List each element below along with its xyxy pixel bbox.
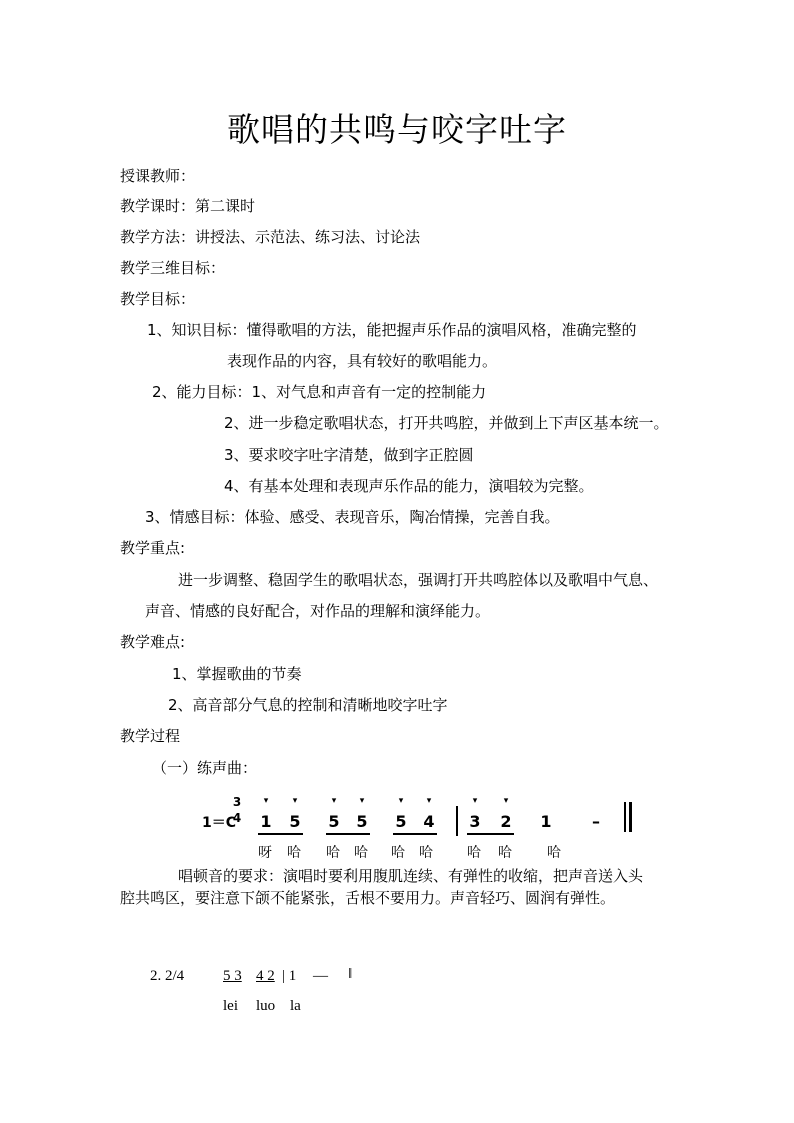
- staccato-mark: ▾: [292, 796, 298, 806]
- difficulty-item-2: 2、高音部分气息的控制和清晰地咬字吐字: [168, 696, 448, 714]
- staccato-mark: ▾: [398, 796, 404, 806]
- lyric: 哈: [326, 845, 340, 861]
- beam-underline: [393, 833, 437, 835]
- note: 5: [395, 812, 407, 831]
- final-bar-line-thin: [624, 802, 626, 832]
- document-title: 歌唱的共鸣与咬字吐字: [227, 110, 567, 149]
- difficulties-heading: 教学难点:: [120, 633, 186, 651]
- emotion-goal: 3、情感目标：体验、感受、表现音乐，陶冶情操，完善自我。: [145, 508, 560, 526]
- knowledge-goal-line-1: 1、知识目标：懂得歌唱的方法，能把握声乐作品的演唱风格，准确完整的: [147, 321, 637, 339]
- staccato-mark: ▾: [472, 796, 478, 806]
- lyric: 哈: [547, 845, 561, 861]
- exercise-2-lyric: la: [290, 998, 301, 1014]
- note: 2: [500, 812, 512, 831]
- three-dim-goals-heading: 教学三维目标：: [120, 259, 226, 277]
- methods-line: 教学方法：讲授法、示范法、练习法、讨论法: [120, 228, 421, 246]
- time-numerator: 3: [232, 795, 242, 809]
- note: 3: [469, 812, 481, 831]
- requirement-line-1: 唱顿音的要求：演唱时要利用腹肌连续、有弹性的收缩，把声音送入头: [178, 867, 644, 885]
- lyric: 哈: [354, 845, 368, 861]
- ability-goal-3: 3、要求咬字吐字清楚，做到字正腔圆: [224, 446, 474, 464]
- hours-line: 教学课时：第二课时: [120, 197, 256, 215]
- teacher-line: 授课教师：: [120, 167, 196, 185]
- exercise-2-label: 2. 2/4: [150, 968, 185, 984]
- staccato-mark: ▾: [359, 796, 365, 806]
- beam-underline: [326, 833, 370, 835]
- staccato-mark: ▾: [503, 796, 509, 806]
- sustain-dash: –: [592, 812, 600, 831]
- key-points-line-1: 进一步调整、稳固学生的歌唱状态，强调打开共鸣腔体以及歌唱中气息、: [178, 571, 659, 589]
- exercise-2-lyric: lei: [223, 998, 238, 1014]
- key-points-line-2: 声音、情感的良好配合，对作品的理解和演绎能力。: [145, 602, 491, 620]
- process-heading: 教学过程: [120, 727, 181, 745]
- requirement-line-2: 腔共鸣区，要注意下颌不能紧张，舌根不要用力。声音轻巧、圆润有弹性。: [120, 889, 616, 907]
- key-signature: 1＝C: [202, 815, 237, 831]
- staccato-mark: ▾: [331, 796, 337, 806]
- difficulty-item-1: 1、掌握歌曲的节奏: [172, 665, 302, 683]
- lyric: 哈: [391, 845, 405, 861]
- key-points-heading: 教学重点:: [120, 539, 186, 557]
- time-signature: [230, 794, 244, 826]
- process-sub-heading: （一）练声曲：: [152, 759, 258, 777]
- note: 5: [289, 812, 301, 831]
- lyric: 哈: [419, 845, 433, 861]
- knowledge-goal-line-2: 表现作品的内容，具有较好的歌唱能力。: [227, 352, 498, 370]
- beam-underline: [467, 833, 514, 835]
- note: 5: [328, 812, 340, 831]
- note: 4: [423, 812, 435, 831]
- exercise-2-bar: | 1: [282, 968, 297, 984]
- lyric: 哈: [498, 845, 512, 861]
- bar-line: [456, 806, 458, 836]
- beam-underline: [258, 833, 303, 835]
- lyric: 哈: [287, 845, 301, 861]
- exercise-2-group-1: 5 3: [223, 968, 242, 984]
- exercise-2-lyric: luo: [256, 998, 276, 1014]
- goals-heading: 教学目标：: [120, 290, 196, 308]
- exercise-2-end-bar: ‖: [348, 966, 353, 982]
- final-bar-line-thick: [629, 802, 632, 832]
- note: 1: [260, 812, 272, 831]
- staccato-mark: ▾: [426, 796, 432, 806]
- time-denominator: 4: [232, 811, 242, 825]
- ability-goal-2: 2、进一步稳定歌唱状态，打开共鸣腔，并做到上下声区基本统一。: [224, 414, 669, 432]
- note: 5: [356, 812, 368, 831]
- exercise-2-dash: —: [313, 968, 328, 984]
- ability-goal-heading: 2、能力目标：1、对气息和声音有一定的控制能力: [152, 383, 487, 401]
- note: 1: [540, 812, 552, 831]
- exercise-2-group-2: 4 2: [256, 968, 275, 984]
- staccato-mark: ▾: [263, 796, 269, 806]
- lyric: 哈: [467, 845, 481, 861]
- lyric: 呀: [258, 845, 272, 861]
- ability-goal-4: 4、有基本处理和表现声乐作品的能力，演唱较为完整。: [224, 477, 594, 495]
